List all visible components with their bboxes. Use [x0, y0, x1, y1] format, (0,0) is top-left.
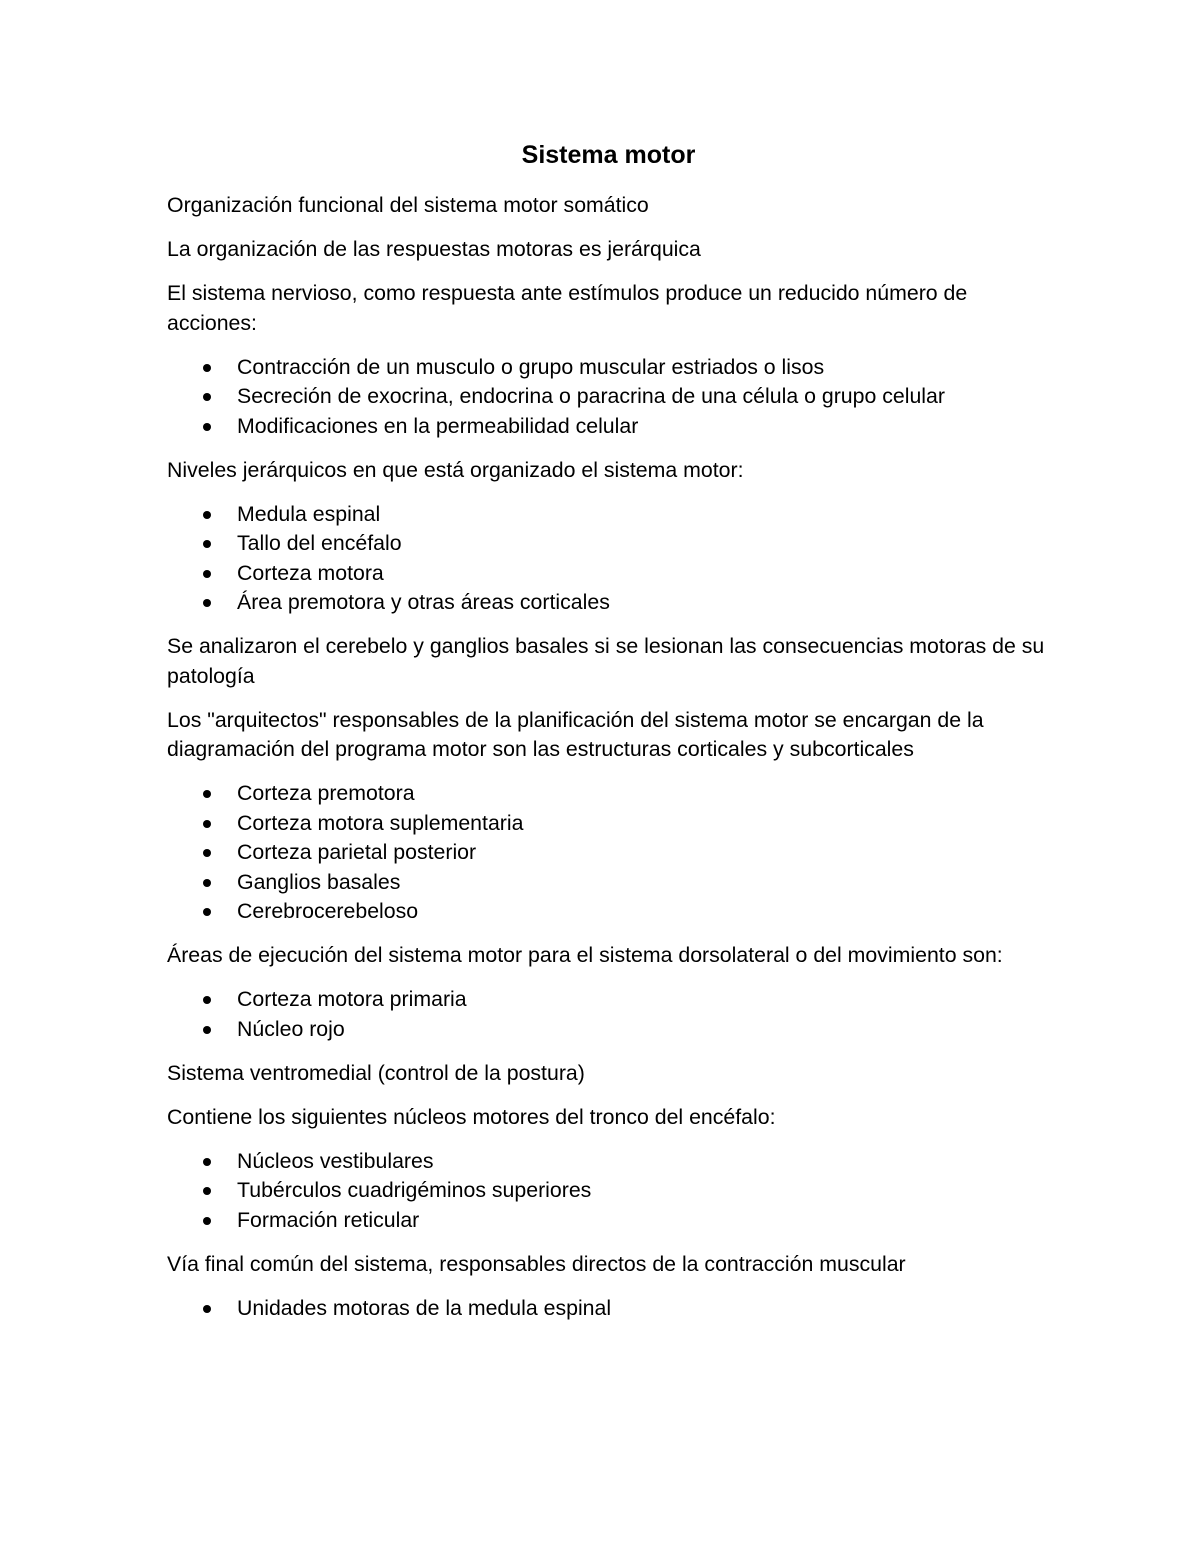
- list-item: [167, 897, 1050, 927]
- list-item: [167, 1015, 1050, 1045]
- bullet-list: [167, 1147, 1050, 1236]
- bullet-icon: [203, 364, 211, 372]
- list-item-text: Tubérculos cuadrigéminos superiores: [237, 1178, 592, 1202]
- list-item-text: Ganglios basales: [237, 869, 401, 894]
- bullet-icon: [203, 790, 211, 798]
- list-item-text: Corteza parietal posterior: [237, 840, 477, 864]
- bullet-icon: [203, 1217, 211, 1225]
- paragraph: La organización de las respuestas motoras es jerárquica: [167, 237, 701, 261]
- list-item-text: Formación reticular: [237, 1207, 420, 1232]
- paragraph: El sistema nervioso, como respuesta ante estímulos produce un reducido número de acciones:: [167, 281, 968, 335]
- list-item: [167, 412, 1050, 442]
- bullet-icon: [203, 1305, 211, 1313]
- list-item-text: Tallo del encéfalo: [237, 531, 402, 555]
- paragraph: Los "arquitectos" responsables de la planificación del sistema motor se encargan de la diagramación del programa motor son las estructuras corticales y subcorticales: [167, 707, 984, 761]
- page-title: Sistema motor: [521, 141, 696, 169]
- list-item: [167, 588, 1050, 618]
- bullet-icon: [203, 1187, 211, 1195]
- bullet-list: [167, 500, 1050, 618]
- list-item-text: Contracción de un musculo o grupo muscular estriados o lisos: [237, 354, 825, 379]
- list-item: [167, 1206, 1050, 1236]
- list-item: [167, 1147, 1050, 1177]
- list-item-text: Corteza motora: [237, 560, 384, 585]
- bullet-icon: [203, 908, 211, 916]
- paragraph: Vía final común del sistema, responsables directos de la contracción muscular: [167, 1251, 906, 1276]
- bullet-icon: [203, 820, 211, 828]
- list-item-text: Núcleos vestibulares: [237, 1148, 434, 1173]
- bullet-list: [167, 985, 1050, 1044]
- list-item-text: Área premotora y otras áreas corticales: [237, 590, 610, 614]
- list-item: [167, 353, 1050, 383]
- list-item: [167, 382, 1050, 412]
- list-item-text: Corteza premotora: [237, 781, 415, 805]
- bullet-icon: [203, 849, 211, 857]
- list-item: [167, 838, 1050, 868]
- list-item: [167, 1176, 1050, 1206]
- list-item-text: Medula espinal: [237, 501, 381, 526]
- document-body: [167, 191, 1050, 1323]
- bullet-icon: [203, 570, 211, 578]
- bullet-list: [167, 779, 1050, 927]
- paragraph: Organización funcional del sistema motor somático: [167, 193, 649, 217]
- bullet-icon: [203, 540, 211, 548]
- bullet-icon: [203, 1158, 211, 1166]
- bullet-icon: [203, 511, 211, 519]
- list-item-text: Cerebrocerebeloso: [237, 899, 419, 923]
- paragraph: Áreas de ejecución del sistema motor para el sistema dorsolateral o del movimiento son:: [167, 943, 1003, 967]
- paragraph: Contiene los siguientes núcleos motores del tronco del encéfalo:: [167, 1104, 776, 1129]
- list-item-text: Modificaciones en la permeabilidad celular: [237, 413, 639, 438]
- list-item-text: Corteza motora primaria: [237, 987, 467, 1011]
- list-item: [167, 500, 1050, 530]
- list-item-text: Secreción de exocrina, endocrina o paracrina de una célula o grupo celular: [237, 384, 945, 408]
- list-item-text: Corteza motora suplementaria: [237, 810, 524, 835]
- bullet-icon: [203, 879, 211, 887]
- list-item-text: Núcleo rojo: [237, 1016, 345, 1041]
- list-item: [167, 779, 1050, 809]
- paragraph: Sistema ventromedial (control de la postura): [167, 1060, 585, 1085]
- bullet-icon: [203, 996, 211, 1004]
- bullet-icon: [203, 423, 211, 431]
- bullet-icon: [203, 393, 211, 401]
- list-item-text: Unidades motoras de la medula espinal: [237, 1295, 612, 1320]
- list-item: [167, 1294, 1050, 1324]
- list-item: [167, 809, 1050, 839]
- bullet-icon: [203, 1026, 211, 1034]
- list-item: [167, 529, 1050, 559]
- list-item: [167, 985, 1050, 1015]
- paragraph: Se analizaron el cerebelo y ganglios basales si se lesionan las consecuencias motoras de su patología: [167, 634, 1045, 688]
- list-item: [167, 868, 1050, 898]
- bullet-list: [167, 1294, 1050, 1324]
- bullet-list: [167, 353, 1050, 442]
- paragraph: Niveles jerárquicos en que está organizado el sistema motor:: [167, 457, 744, 482]
- bullet-icon: [203, 599, 211, 607]
- list-item: [167, 559, 1050, 589]
